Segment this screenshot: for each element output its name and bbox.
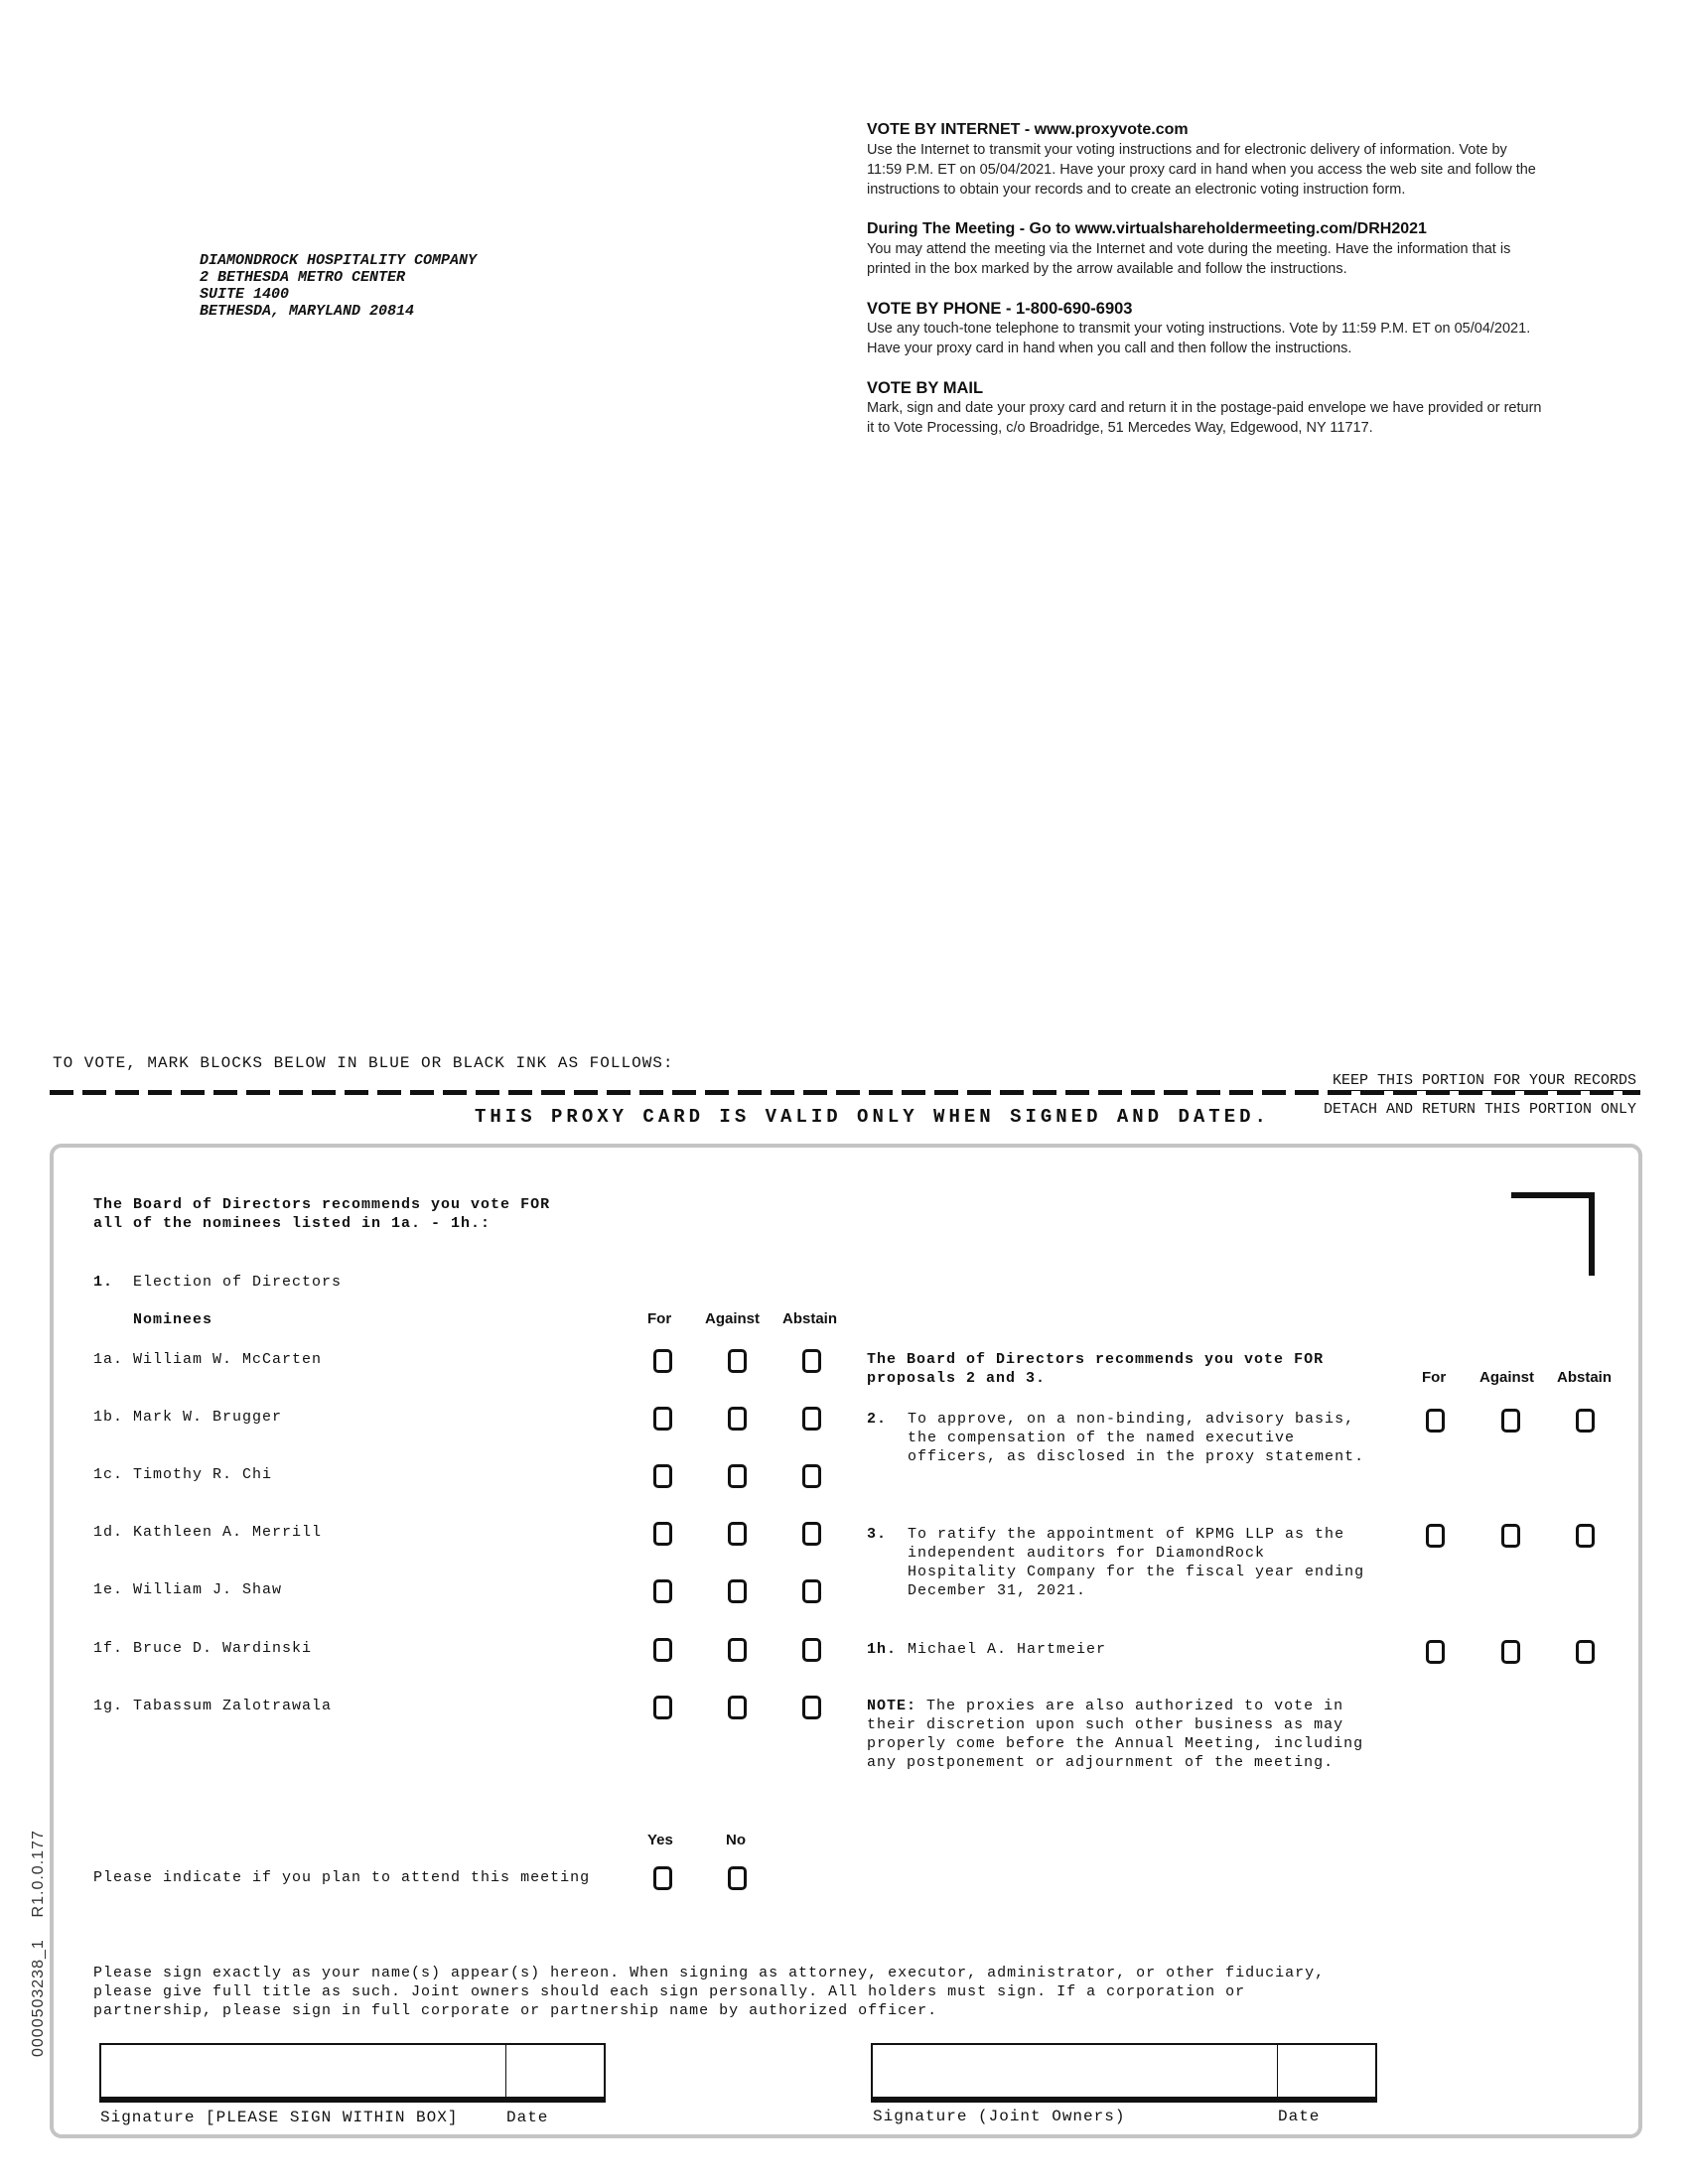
signing-instructions: Please sign exactly as your name(s) appear(s) hereon. When signing as attorney, executor, administrator, or other fiduciary, please give full title as such. Joint owners should each sign personally. All holders must sign. If a corporation or partnership, please sign in full corporate or partnership name by authorized officer. [93, 1965, 1326, 2019]
voting-instructions [867, 120, 1542, 438]
proposal-2-text: To approve, on a non-binding, advisory basis, the compensation of the named executive officers, as disclosed in the proxy statement. [908, 1411, 1365, 1465]
detach-return-label: DETACH AND RETURN THIS PORTION ONLY [1323, 1101, 1636, 1118]
item-1-number: 1. [93, 1274, 114, 1291]
nominee-name: Kathleen A. Merrill [133, 1524, 323, 1541]
nominee-against-checkbox[interactable] [728, 1579, 747, 1603]
nominee-name: William J. Shaw [133, 1581, 283, 1598]
date-label: Date [506, 2109, 549, 2126]
nominee-1h-id: 1h. [867, 1641, 898, 1658]
col-for: For [1422, 1369, 1447, 1386]
nominee-id: 1a. [93, 1351, 124, 1368]
nominee-for-checkbox[interactable] [653, 1696, 672, 1719]
address-line: BETHESDA, MARYLAND 20814 [200, 303, 415, 320]
proposal-2-for-checkbox[interactable] [1426, 1409, 1445, 1433]
nominee-abstain-checkbox[interactable] [802, 1579, 821, 1603]
nominee-against-checkbox[interactable] [728, 1696, 747, 1719]
nominee-abstain-checkbox[interactable] [802, 1464, 821, 1488]
attend-no-checkbox[interactable] [728, 1866, 747, 1890]
nominee-id: 1e. [93, 1581, 124, 1598]
attend-yes-checkbox[interactable] [653, 1866, 672, 1890]
nominee-1h-against-checkbox[interactable] [1501, 1640, 1520, 1664]
nominee-for-checkbox[interactable] [653, 1407, 672, 1431]
nominee-name: Mark W. Brugger [133, 1409, 283, 1426]
keep-portion-label: KEEP THIS PORTION FOR YOUR RECORDS [1332, 1072, 1636, 1089]
nominees-label: Nominees [133, 1311, 213, 1328]
nominee-for-checkbox[interactable] [653, 1349, 672, 1373]
nominee-id: 1d. [93, 1524, 124, 1541]
proposal-3-against-checkbox[interactable] [1501, 1524, 1520, 1548]
col-abstain: Abstain [782, 1310, 838, 1327]
board-recommendation-1: The Board of Directors recommends you vote FOR all of the nominees listed in 1a. - 1h.: [93, 1196, 551, 1232]
col-yes: Yes [647, 1832, 673, 1848]
nominee-name: William W. McCarten [133, 1351, 323, 1368]
signature-label: Signature [PLEASE SIGN WITHIN BOX] [100, 2109, 459, 2126]
corner-registration-mark [1511, 1192, 1595, 1276]
nominee-abstain-checkbox[interactable] [802, 1349, 821, 1373]
joint-signature-box[interactable] [871, 2043, 1377, 2103]
during-meeting-heading: During The Meeting - Go to www.virtualshareholdermeeting.com/DRH2021 [867, 220, 1427, 237]
col-against: Against [1479, 1369, 1535, 1386]
vote-internet-text: Use the Internet to transmit your voting instructions and for electronic delivery of information. Vote by 11:59 P.M. ET on 05/04/2021. Have your proxy card in hand when you access the web site and follow the instructions to obtain your records and to create an electronic voting instruction form. [867, 142, 1536, 198]
nominee-id: 1g. [93, 1698, 124, 1714]
nominee-abstain-checkbox[interactable] [802, 1522, 821, 1546]
nominee-against-checkbox[interactable] [728, 1638, 747, 1662]
nominee-abstain-checkbox[interactable] [802, 1696, 821, 1719]
col-for: For [647, 1310, 672, 1327]
proposal-3-number: 3. [867, 1526, 888, 1543]
col-abstain: Abstain [1557, 1369, 1613, 1386]
col-no: No [726, 1832, 746, 1848]
item-1-title: Election of Directors [133, 1274, 343, 1291]
nominee-for-checkbox[interactable] [653, 1522, 672, 1546]
vote-mail-heading: VOTE BY MAIL [867, 379, 984, 397]
nominee-against-checkbox[interactable] [728, 1407, 747, 1431]
proposal-3-abstain-checkbox[interactable] [1576, 1524, 1595, 1548]
col-against: Against [705, 1310, 761, 1327]
proposal-2-number: 2. [867, 1411, 888, 1428]
date-divider [505, 2045, 506, 2097]
nominee-name: Tabassum Zalotrawala [133, 1698, 333, 1714]
vote-phone-text: Use any touch-tone telephone to transmit your voting instructions. Vote by 11:59 P.M. ET on 05/04/2021. Have your proxy card in hand when you call and then follow the instructions. [867, 321, 1531, 356]
note-label: NOTE: [867, 1698, 917, 1714]
nominee-1h-abstain-checkbox[interactable] [1576, 1640, 1595, 1664]
proposal-2-against-checkbox[interactable] [1501, 1409, 1520, 1433]
nominee-id: 1b. [93, 1409, 124, 1426]
proposal-3-text: To ratify the appointment of KPMG LLP as the independent auditors for DiamondRock Hospitality Company for the fiscal year ending December 31, 2021. [908, 1526, 1365, 1599]
nominee-1h-for-checkbox[interactable] [1426, 1640, 1445, 1664]
address-line: 2 BETHESDA METRO CENTER [200, 269, 406, 286]
nominee-for-checkbox[interactable] [653, 1579, 672, 1603]
attend-meeting-question: Please indicate if you plan to attend this meeting [93, 1869, 591, 1886]
address-line: SUITE 1400 [200, 286, 290, 303]
note-text: The proxies are also authorized to vote in their discretion upon such other business as may properly come before the Annual Meeting, including any postponement or adjournment of the meeting. [867, 1698, 1364, 1771]
detach-line [50, 1090, 1640, 1095]
vote-internet-heading: VOTE BY INTERNET - www.proxyvote.com [867, 121, 1189, 138]
vote-phone-heading: VOTE BY PHONE - 1-800-690-6903 [867, 300, 1133, 318]
nominee-name: Timothy R. Chi [133, 1466, 273, 1483]
nominee-abstain-checkbox[interactable] [802, 1407, 821, 1431]
signature-box[interactable] [99, 2043, 606, 2103]
during-meeting-text: You may attend the meeting via the Internet and vote during the meeting. Have the information that is printed in the box marked by the arrow available and follow the instructions. [867, 241, 1511, 277]
valid-notice: THIS PROXY CARD IS VALID ONLY WHEN SIGNED AND DATED. [475, 1106, 1270, 1128]
vote-mail-text: Mark, sign and date your proxy card and return it in the postage-paid envelope we have provided or return it to Vote Processing, c/o Broadridge, 51 Mercedes Way, Edgewood, NY 11717. [867, 400, 1542, 436]
proposal-2-abstain-checkbox[interactable] [1576, 1409, 1595, 1433]
nominee-name: Bruce D. Wardinski [133, 1640, 313, 1657]
board-recommendation-2: The Board of Directors recommends you vote FOR proposals 2 and 3. [867, 1351, 1325, 1387]
nominee-against-checkbox[interactable] [728, 1349, 747, 1373]
nominee-against-checkbox[interactable] [728, 1464, 747, 1488]
date-label: Date [1278, 2108, 1321, 2125]
nominee-for-checkbox[interactable] [653, 1464, 672, 1488]
date-divider [1277, 2045, 1278, 2097]
company-address [200, 252, 477, 320]
nominee-id: 1f. [93, 1640, 124, 1657]
mark-instructions: TO VOTE, MARK BLOCKS BELOW IN BLUE OR BLACK INK AS FOLLOWS: [53, 1054, 674, 1072]
control-number: 0000503238_1 R1.0.0.177 [30, 1830, 47, 2057]
nominee-against-checkbox[interactable] [728, 1522, 747, 1546]
joint-signature-label: Signature (Joint Owners) [873, 2108, 1126, 2125]
nominee-id: 1c. [93, 1466, 124, 1483]
proposal-3-for-checkbox[interactable] [1426, 1524, 1445, 1548]
nominee-abstain-checkbox[interactable] [802, 1638, 821, 1662]
nominee-1h-name: Michael A. Hartmeier [908, 1641, 1107, 1658]
address-line: DIAMONDROCK HOSPITALITY COMPANY [200, 252, 478, 269]
nominee-for-checkbox[interactable] [653, 1638, 672, 1662]
